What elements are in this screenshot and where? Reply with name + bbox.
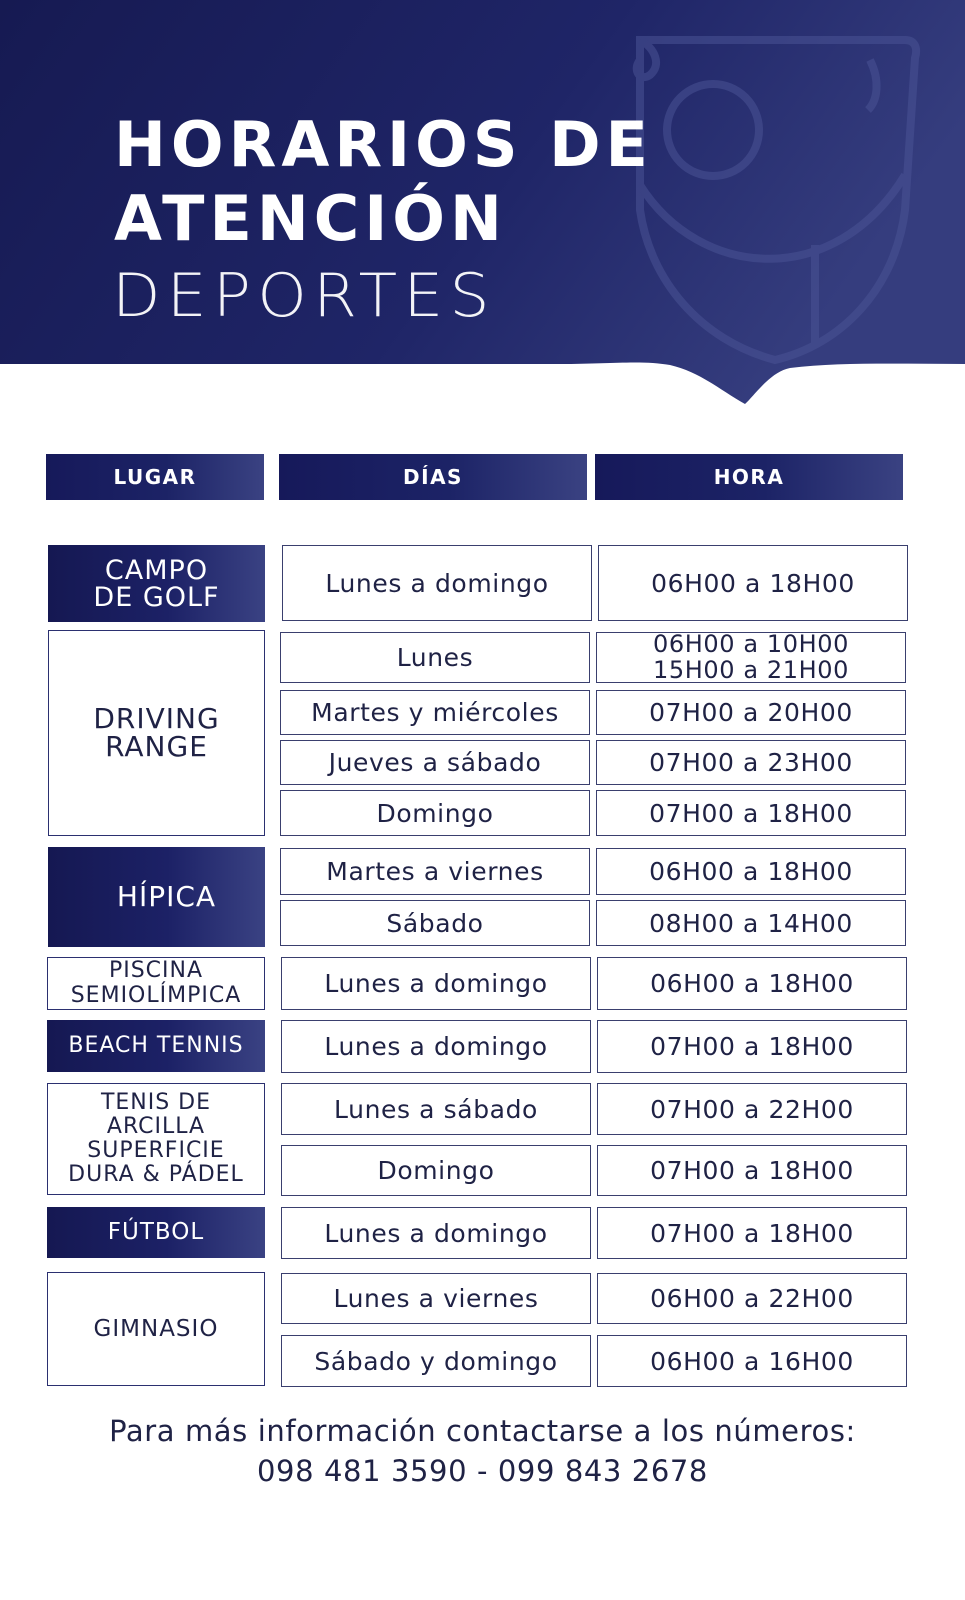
page-subtitle: DEPORTES (112, 261, 496, 331)
place-gimnasio (47, 1272, 265, 1386)
days-cell: Sábado (280, 900, 590, 946)
column-header-days: DÍAS (279, 454, 587, 500)
header-banner (0, 0, 965, 410)
place-label: GIMNASIO (93, 1315, 219, 1342)
place-beach-tennis (47, 1020, 265, 1072)
hours-cell: 06H00 a 18H00 (597, 957, 907, 1010)
days-cell: Martes a viernes (280, 848, 590, 895)
days-cell: Lunes a sábado (281, 1083, 591, 1135)
place-label: DRIVING RANGE (93, 702, 220, 763)
place-campo-de-golf (48, 545, 265, 622)
days-cell: Jueves a sábado (280, 740, 590, 785)
days-cell: Lunes a viernes (281, 1273, 591, 1324)
hours-cell: 07H00 a 18H00 (596, 790, 906, 836)
hours-cell: 06H00 a 18H00 (598, 545, 908, 621)
days-cell: Domingo (280, 790, 590, 836)
place-label: FÚTBOL (107, 1219, 205, 1245)
contact-phone-numbers: 098 481 3590 - 099 843 2678 (257, 1454, 708, 1488)
place-futbol (47, 1207, 265, 1258)
hours-cell: 07H00 a 18H00 (597, 1207, 907, 1259)
place-hipica (48, 847, 265, 947)
place-piscina-semiolimpica (47, 957, 265, 1010)
days-cell: Domingo (281, 1145, 591, 1196)
hours-cell: 07H00 a 20H00 (596, 690, 906, 735)
days-cell: Lunes a domingo (281, 957, 591, 1010)
place-label: CAMPO DE GOLF (93, 554, 220, 613)
hours-cell: 06H00 a 22H00 (597, 1273, 907, 1324)
place-label: PISCINA SEMIOLÍMPICA (70, 958, 242, 1008)
days-cell: Lunes (280, 632, 590, 683)
page-title-line-1: HORARIOS DE (114, 108, 653, 181)
hours-cell: 07H00 a 18H00 (597, 1145, 907, 1196)
place-label: HÍPICA (116, 880, 217, 913)
page-title-line-2: ATENCIÓN (114, 182, 507, 255)
column-header-hours: HORA (595, 454, 903, 500)
place-tenis-arcilla-padel (47, 1083, 265, 1195)
days-cell: Martes y miércoles (280, 690, 590, 735)
column-header-place: LUGAR (46, 454, 264, 500)
hours-cell: 07H00 a 18H00 (597, 1020, 907, 1073)
days-cell: Lunes a domingo (281, 1020, 591, 1073)
hours-cell: 06H00 a 10H00 15H00 a 21H00 (596, 632, 906, 683)
contact-info-text: Para más información contactarse a los números: (109, 1414, 856, 1448)
hours-cell: 08H00 a 14H00 (596, 900, 906, 946)
days-cell: Lunes a domingo (281, 1207, 591, 1259)
place-label: TENIS DE ARCILLA SUPERFICIE DURA & PÁDEL (68, 1089, 244, 1188)
hours-cell: 06H00 a 18H00 (596, 848, 906, 895)
days-cell: Lunes a domingo (282, 545, 592, 621)
days-cell: Sábado y domingo (281, 1335, 591, 1387)
hours-cell: 06H00 a 16H00 (597, 1335, 907, 1387)
place-label: BEACH TENNIS (68, 1033, 244, 1058)
hours-cell: 07H00 a 22H00 (597, 1083, 907, 1135)
place-driving-range (48, 630, 265, 836)
hours-cell: 07H00 a 23H00 (596, 740, 906, 785)
